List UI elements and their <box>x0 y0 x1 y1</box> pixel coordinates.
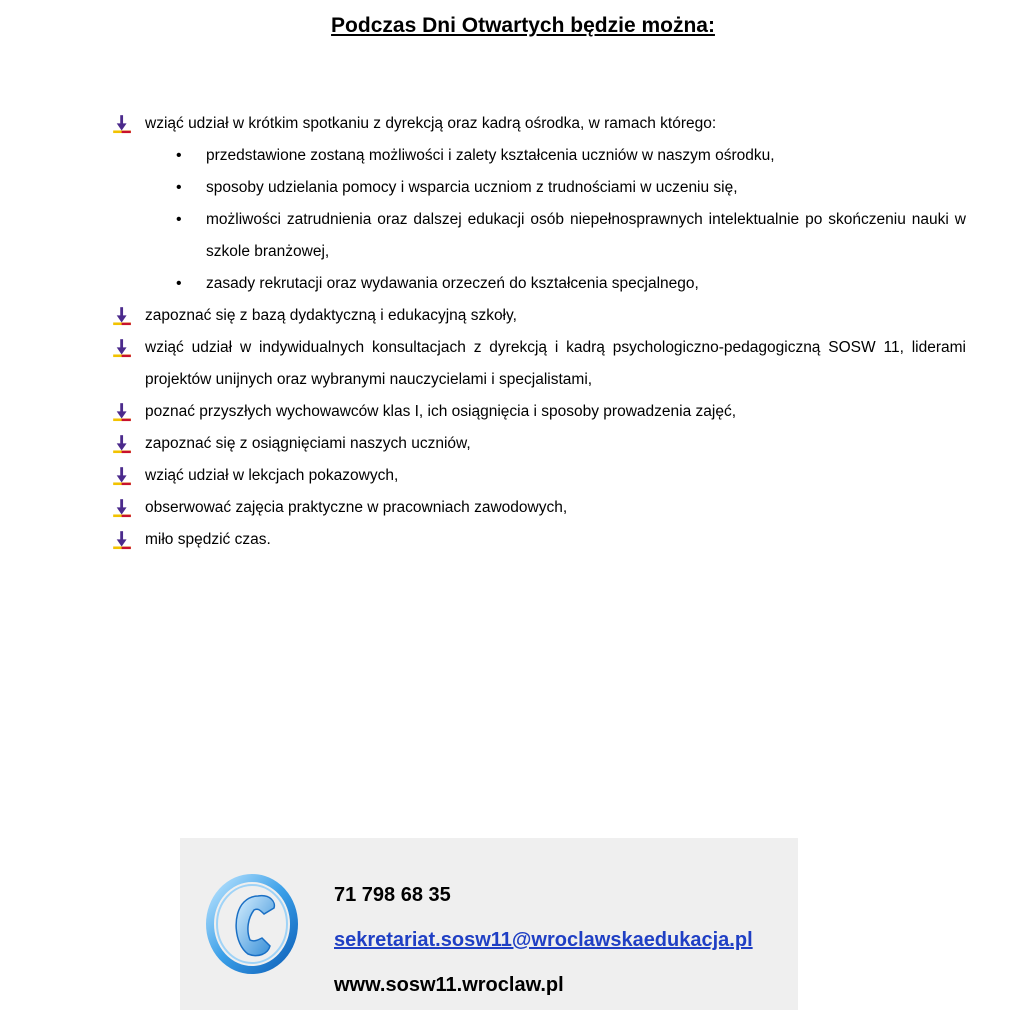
list-item <box>112 396 966 428</box>
list-item <box>112 428 966 460</box>
arrow-bullet-icon <box>112 306 132 326</box>
list-item <box>112 524 966 556</box>
list-item-text: zapoznać się z osiągnięciami naszych uczniów, <box>145 435 471 452</box>
dot-bullet-icon: • <box>176 147 182 164</box>
arrow-bullet-icon <box>112 466 132 486</box>
contact-box <box>180 838 798 1010</box>
sub-list-item-text: zasady rekrutacji oraz wydawania orzeczeń do kształcenia specjalnego, <box>206 275 699 292</box>
list-item <box>112 460 966 492</box>
list-item <box>112 108 966 140</box>
list-item-text: wziąć udział w lekcjach pokazowych, <box>145 467 399 484</box>
phone-icon <box>204 874 300 974</box>
arrow-bullet-icon <box>112 402 132 422</box>
page-title: Podczas Dni Otwartych będzie można: <box>331 14 715 37</box>
sub-list-item-text: przedstawione zostaną możliwości i zalety kształcenia uczniów w naszym ośrodku, <box>206 147 775 164</box>
dot-bullet-icon: • <box>176 179 182 196</box>
arrow-bullet-icon <box>112 434 132 454</box>
arrow-bullet-icon <box>112 338 132 358</box>
open-day-list <box>112 108 966 556</box>
phone-number: 71 798 68 35 <box>334 884 451 906</box>
list-item <box>112 492 966 524</box>
list-item <box>112 300 966 332</box>
list-item-text: poznać przyszłych wychowawców klas I, ich osiągnięcia i sposoby prowadzenia zajęć, <box>145 403 736 420</box>
list-item-text: miło spędzić czas. <box>145 531 271 548</box>
arrow-bullet-icon <box>112 498 132 518</box>
sub-list-item-text: sposoby udzielania pomocy i wsparcia uczniom z trudnościami w uczeniu się, <box>206 179 738 196</box>
sub-list-item <box>112 140 966 172</box>
arrow-bullet-icon <box>112 114 132 134</box>
dot-bullet-icon: • <box>176 211 182 228</box>
sub-list-item-text: możliwości zatrudnienia oraz dalszej edukacji osób niepełnosprawnych intelektualnie po skończeniu nauki w szkole branżowej, <box>206 211 966 260</box>
sub-list-item <box>112 268 966 300</box>
list-item-text: wziąć udział w indywidualnych konsultacjach z dyrekcją i kadrą psychologiczno-pedagogiczną SOSW 11, liderami projektów unijnych oraz wybranymi nauczycielami i specjalistami, <box>145 339 966 388</box>
list-item <box>112 332 966 396</box>
sub-list-item <box>112 172 966 204</box>
arrow-bullet-icon <box>112 530 132 550</box>
email-link[interactable]: sekretariat.sosw11@wroclawskaedukacja.pl <box>334 929 753 951</box>
sub-list-item <box>112 204 966 268</box>
list-item-text: wziąć udział w krótkim spotkaniu z dyrekcją oraz kadrą ośrodka, w ramach którego: <box>145 115 717 132</box>
website-text: www.sosw11.wroclaw.pl <box>334 974 564 996</box>
dot-bullet-icon: • <box>176 275 182 292</box>
list-item-text: zapoznać się z bazą dydaktyczną i edukacyjną szkoły, <box>145 307 517 324</box>
list-item-text: obserwować zajęcia praktyczne w pracowniach zawodowych, <box>145 499 568 516</box>
